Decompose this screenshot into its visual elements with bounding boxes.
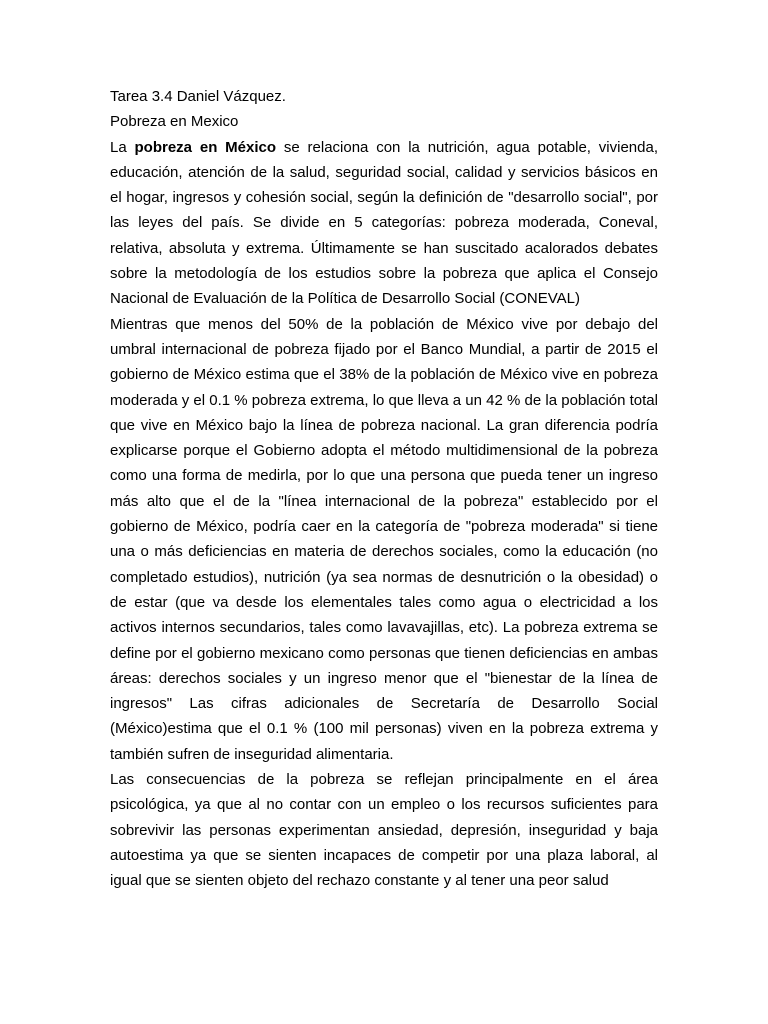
paragraph-1-bold-term: pobreza en México xyxy=(134,138,277,156)
paragraph-1 xyxy=(110,135,658,312)
document-page xyxy=(110,84,658,894)
document-title: Tarea 3.4 Daniel Vázquez. xyxy=(110,88,286,105)
paragraph-1-prefix: La xyxy=(110,138,135,156)
paragraph-2: Mientras que menos del 50% de la población de México vive por debajo del umbral internacional de pobreza fijado por el Banco Mundial, a partir de 2015 el gobierno de México estima que el 38% de la población de México vive en pobreza moderada y el 0.1 % pobreza extrema, lo que lleva a un 42 % de la población total que vive en México bajo la línea de pobreza nacional. La gran diferencia podría explicarse porque el Gobierno adopta el método multidimensional de la pobreza como una forma de medirla, por lo que una persona que pueda tener un ingreso más alto que el de la "línea internacional de la pobreza" establecido por el gobierno de México, podría caer en la categoría de "pobreza moderada" si tiene una o más deficiencias en materia de derechos sociales, como la educación (no completado estudios), nutrición (ya sea normas de desnutrición o la obesidad) o de estar (que va desde los elementales tales como agua o electricidad a los activos internos secundarios, tales como lavavajillas, etc). La pobreza extrema se define por el gobierno mexicano como personas que tienen deficiencias en ambas áreas: derechos sociales y un ingreso menor que el "bienestar de la línea de ingresos" Las cifras adicionales de Secretaría de Desarrollo Social (México)estima que el 0.1 % (100 mil personas) viven en la pobreza extrema y también sufren de inseguridad alimentaria. xyxy=(110,315,658,763)
document-subtitle: Pobreza en Mexico xyxy=(110,113,239,131)
paragraph-1-body: se relaciona con la nutrición, agua potable, vivienda, educación, atención de la salud, seguridad social, calidad y servicios básicos en el hogar, ingresos y cohesión social, según la definición de "desarrollo social", por las leyes del país. Se divide en 5 categorías: pobreza moderada, Coneval, relativa, absoluta y extrema. Últimamente se han suscitado acalorados debates sobre la metodología de los estudios sobre la pobreza que aplica el Consejo Nacional de Evaluación de la Política de Desarrollo Social (CONEVAL) xyxy=(110,138,658,308)
paragraph-3: Las consecuencias de la pobreza se reflejan principalmente en el área psicológica, ya que al no contar con un empleo o los recursos suficientes para sobrevivir las personas experimentan ansiedad, depresión, inseguridad y baja autoestima ya que se sienten incapaces de competir por una plaza laboral, al igual que se sienten objeto del rechazo constante y al tener una peor salud xyxy=(110,771,658,890)
